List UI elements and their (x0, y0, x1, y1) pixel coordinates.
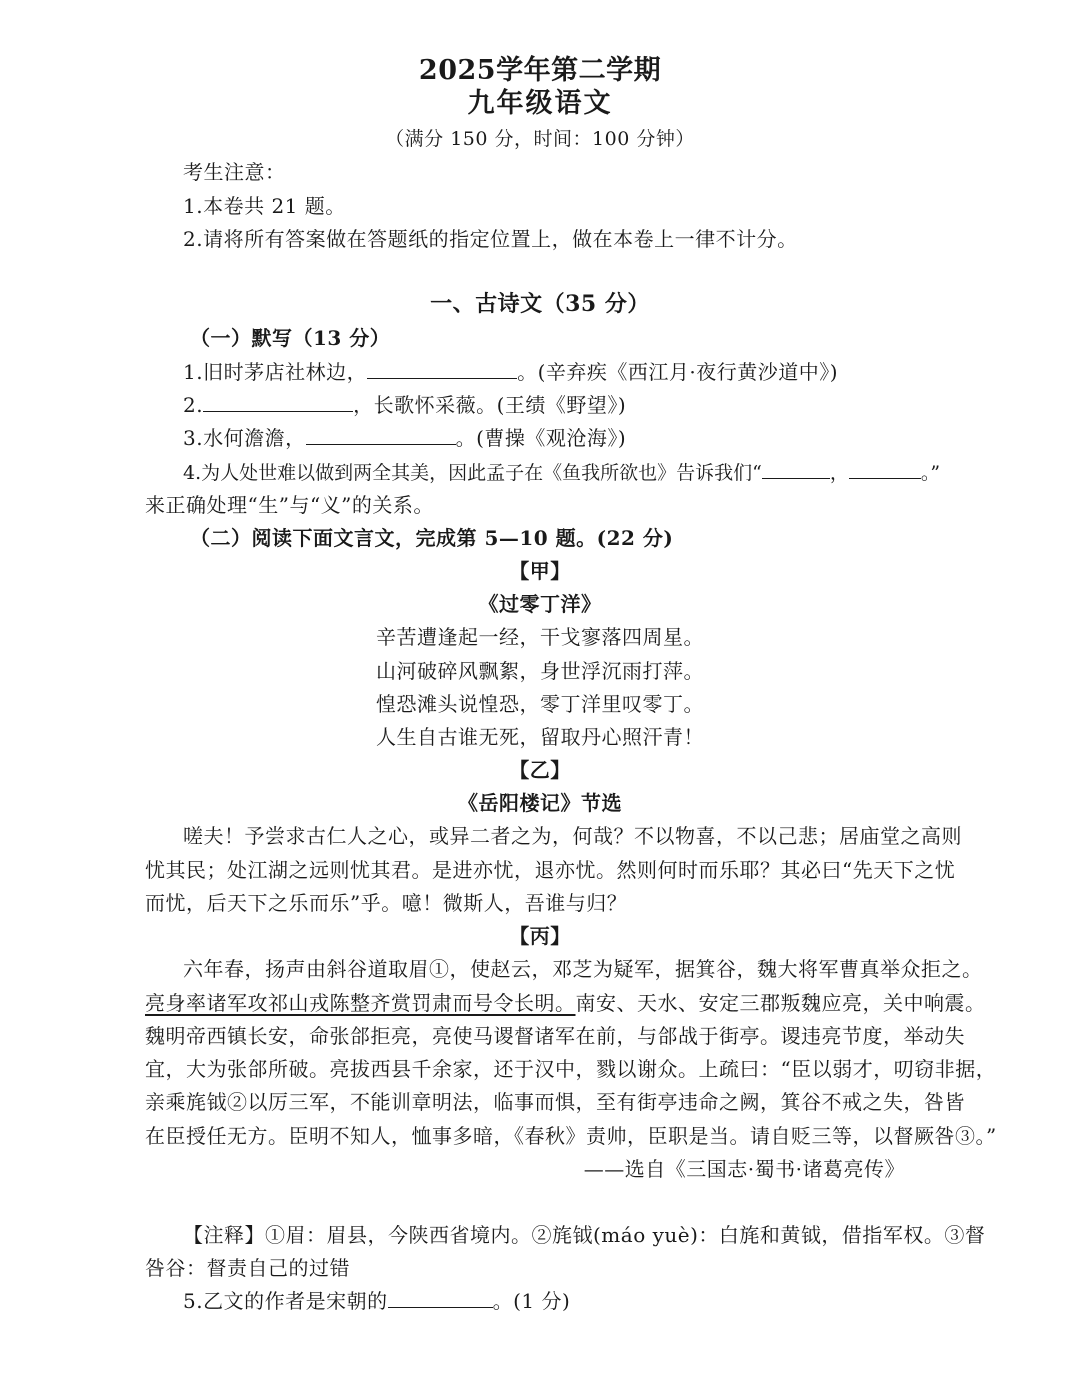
prose-line: 宜，大为张郃所破。亮拔西县千余家，还于汉中，戮以谢众。上疏曰：“臣以弱才，叨窃非据， (145, 1057, 997, 1081)
question-5-text: 5.乙文的作者是宋朝的 (183, 1289, 388, 1313)
question-5 (183, 1287, 570, 1315)
notes-line-2: 咎谷：督责自己的过错 (145, 1256, 350, 1280)
question-1-source: 。(辛弃疾《西江月·夜行黄沙道中》) (517, 360, 839, 384)
prose-text: 南安、天水、安定三郡叛魏应亮，关中响震。 (575, 991, 986, 1015)
notice-heading: 考生注意： (183, 160, 286, 184)
answer-blank[interactable] (306, 424, 456, 445)
question-3-source: 。(曹操《观沧海》) (455, 426, 627, 450)
question-4-text: 4.为人处世难以做到两全其美，因此孟子在《鱼我所欲也》告诉我们“ (183, 462, 762, 484)
exam-title: 2025学年第二学期 (418, 55, 662, 86)
question-4-line-2: 来正确处理“生”与“义”的关系。 (145, 493, 434, 517)
prose-line: 嗟夫！予尝求古仁人之心，或异二者之为，何哉？不以物喜，不以己悲；居庙堂之高则 (183, 824, 962, 848)
prose-line: 而忧，后天下之乐而乐”乎。噫！微斯人，吾谁与归？ (145, 891, 628, 915)
answer-blank[interactable] (367, 358, 517, 379)
part-2-title: （二）阅读下面文言文，完成第 5—10 题。(22 分) (190, 526, 674, 550)
answer-blank[interactable] (762, 458, 830, 479)
question-1-text: 1.旧时茅店社林边， (183, 360, 368, 384)
exam-subtitle: 九年级语文 (467, 88, 613, 119)
source-citation: ——选自《三国志·蜀书·诸葛亮传》 (583, 1157, 905, 1181)
text-yi-label: 【乙】 (509, 758, 571, 782)
poem-line: 山河破碎风飘絮，身世浮沉雨打萍。 (376, 659, 704, 683)
answer-blank[interactable] (388, 1287, 493, 1308)
poem-line: 人生自古谁无死，留取丹心照汗青！ (376, 725, 704, 749)
notes-line-1: 【注释】①眉：眉县，今陕西省境内。②旄钺(máo yuè)：白旄和黄钺，借指军权。③督 (183, 1223, 986, 1247)
prose-line: 六年春，扬声由斜谷道取眉①，使赵云，邓芝为疑军，据箕谷，魏大将军曹真举众拒之。 (183, 957, 983, 981)
prose-line: 魏明帝西镇长安，命张郃拒亮，亮使马谡督诸军在前，与郃战于街亭。谡违亮节度，举动失 (145, 1024, 965, 1048)
answer-blank[interactable] (849, 458, 921, 479)
question-1 (183, 358, 838, 386)
poem-line: 辛苦遭逢起一经，干戈寥落四周星。 (376, 625, 704, 649)
text-yi-title: 《岳阳楼记》节选 (458, 791, 622, 815)
prose-line: 在臣授任无方。臣明不知人，恤事多暗，《春秋》责帅，臣职是当。请自贬三等，以督厥咎③。” (145, 1124, 997, 1148)
question-5-score: 。(1 分) (492, 1289, 571, 1313)
part-1-title: （一）默写（13 分） (190, 326, 391, 350)
text-jia-label: 【甲】 (509, 559, 571, 583)
text-jia-title: 《过零丁洋》 (478, 592, 602, 616)
exam-info: （满分 150 分，时间：100 分钟） (385, 128, 695, 150)
text-bing-label: 【丙】 (509, 924, 571, 948)
notice-item-2: 2.请将所有答案做在答题纸的指定位置上，做在本卷上一律不计分。 (183, 227, 798, 251)
question-4-end: 。” (920, 462, 941, 484)
question-2-text: ，长歌怀采薇。(王绩《野望》) (353, 393, 627, 417)
prose-line-2 (145, 989, 986, 1017)
question-2-number: 2. (183, 393, 204, 417)
notice-item-1: 1.本卷共 21 题。 (183, 194, 346, 218)
prose-line: 忧其民；处江湖之远则忧其君。是进亦忧，退亦忧。然则何时而乐耶？其必曰“先天下之忧 (145, 858, 956, 882)
question-2 (183, 391, 626, 419)
underlined-sentence: 亮身率诸军攻祁山戎陈整齐赏罚肃而号令长明。 (145, 991, 576, 1015)
prose-line: 亲乘旄钺②以厉三军，不能训章明法，临事而惧，至有街亭违命之阙，箕谷不戒之失，咎皆 (145, 1090, 965, 1114)
question-4-comma: ， (829, 462, 849, 484)
section-1-title: 一、古诗文（35 分） (430, 291, 650, 317)
question-3-text: 3.水何澹澹， (183, 426, 306, 450)
question-4 (183, 458, 940, 487)
question-3 (183, 424, 626, 452)
poem-line: 惶恐滩头说惶恐，零丁洋里叹零丁。 (376, 692, 704, 716)
answer-blank[interactable] (203, 391, 353, 412)
